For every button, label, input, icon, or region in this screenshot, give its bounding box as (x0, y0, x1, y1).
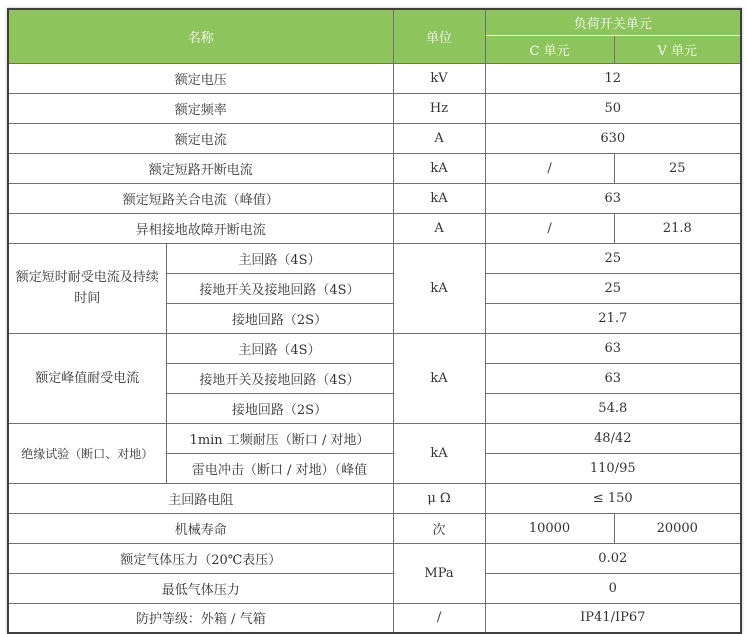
mechanical-life-unit: 次 (393, 513, 485, 543)
short-time-withstand-sub-label-1: 主回路（4S） (166, 243, 393, 273)
mechanical-life-v-value: 20000 (614, 513, 741, 543)
protection-grade-label: 防护等级：外箱 / 气箱 (8, 603, 393, 633)
peak-withstand-value-3: 54.8 (485, 393, 741, 423)
short-time-withstand-sub-label-2: 接地开关及接地回路（4S） (166, 273, 393, 303)
table-body (8, 63, 741, 633)
earth-fault-breaking-label: 异相接地故障开断电流 (8, 213, 393, 243)
insulation-test-value-2: 110/95 (485, 453, 741, 483)
rated-voltage-value: 12 (485, 63, 741, 93)
rated-gas-pressure-label: 额定气体压力（20℃表压） (8, 543, 393, 573)
short-time-withstand-unit: kA (393, 243, 485, 333)
peak-withstand-group-label: 额定峰值耐受电流 (8, 333, 166, 423)
row-short-time-withstand-1 (8, 243, 741, 273)
rated-frequency-label: 额定频率 (8, 93, 393, 123)
header-name-cell: 名称 (8, 9, 393, 63)
rated-gas-pressure-value: 0.02 (485, 543, 741, 573)
short-time-withstand-group-label: 额定短时耐受电流及持续时间 (8, 243, 166, 333)
row-earth-fault-breaking (8, 213, 741, 243)
short-circuit-breaking-c-value: / (485, 153, 614, 183)
row-protection-grade (8, 603, 741, 633)
table-header (8, 9, 741, 63)
row-insulation-test-1 (8, 423, 741, 453)
rated-current-label: 额定电流 (8, 123, 393, 153)
rated-voltage-unit: kV (393, 63, 485, 93)
min-gas-pressure-value: 0 (485, 573, 741, 603)
peak-withstand-sub-label-2: 接地开关及接地回路（4S） (166, 363, 393, 393)
short-circuit-breaking-v-value: 25 (614, 153, 741, 183)
short-circuit-breaking-label: 额定短路开断电流 (8, 153, 393, 183)
short-circuit-making-unit: kA (393, 183, 485, 213)
insulation-test-sub-label-1: 1min 工频耐压（断口 / 对地） (166, 423, 393, 453)
peak-withstand-unit: kA (393, 333, 485, 423)
min-gas-pressure-label: 最低气体压力 (8, 573, 393, 603)
rated-current-unit: A (393, 123, 485, 153)
mechanical-life-c-value: 10000 (485, 513, 614, 543)
header-c-unit-cell: C 单元 (485, 35, 614, 63)
header-unit-cell: 单位 (393, 9, 485, 63)
short-circuit-breaking-unit: kA (393, 153, 485, 183)
peak-withstand-sub-label-1: 主回路（4S） (166, 333, 393, 363)
gas-pressure-unit: MPa (393, 543, 485, 603)
earth-fault-breaking-c-value: / (485, 213, 614, 243)
rated-voltage-label: 额定电压 (8, 63, 393, 93)
spec-table (7, 8, 742, 634)
rated-frequency-value: 50 (485, 93, 741, 123)
row-short-circuit-making (8, 183, 741, 213)
short-time-withstand-sub-label-3: 接地回路（2S） (166, 303, 393, 333)
main-circuit-resistance-value: ≤ 150 (485, 483, 741, 513)
row-main-circuit-resistance (8, 483, 741, 513)
short-time-withstand-value-1: 25 (485, 243, 741, 273)
header-v-unit-cell: V 单元 (614, 35, 741, 63)
protection-grade-value: IP41/IP67 (485, 603, 741, 633)
insulation-test-unit: kA (393, 423, 485, 483)
rated-current-value: 630 (485, 123, 741, 153)
peak-withstand-sub-label-3: 接地回路（2S） (166, 393, 393, 423)
row-mechanical-life (8, 513, 741, 543)
row-rated-gas-pressure (8, 543, 741, 573)
short-circuit-making-label: 额定短路关合电流（峰值） (8, 183, 393, 213)
peak-withstand-value-2: 63 (485, 363, 741, 393)
earth-fault-breaking-v-value: 21.8 (614, 213, 741, 243)
header-row-1 (8, 9, 741, 35)
short-circuit-making-value: 63 (485, 183, 741, 213)
row-rated-current (8, 123, 741, 153)
insulation-test-value-1: 48/42 (485, 423, 741, 453)
insulation-test-group-label: 绝缘试验（断口、对地） (8, 423, 166, 483)
main-circuit-resistance-label: 主回路电阻 (8, 483, 393, 513)
rated-frequency-unit: Hz (393, 93, 485, 123)
main-circuit-resistance-unit: μ Ω (393, 483, 485, 513)
row-short-circuit-breaking (8, 153, 741, 183)
header-load-switch-group-cell: 负荷开关单元 (485, 9, 741, 35)
earth-fault-breaking-unit: A (393, 213, 485, 243)
row-peak-withstand-1 (8, 333, 741, 363)
short-time-withstand-value-3: 21.7 (485, 303, 741, 333)
insulation-test-sub-label-2: 雷电冲击（断口 / 对地）（峰值 (166, 453, 393, 483)
row-rated-frequency (8, 93, 741, 123)
short-time-withstand-value-2: 25 (485, 273, 741, 303)
mechanical-life-label: 机械寿命 (8, 513, 393, 543)
row-rated-voltage (8, 63, 741, 93)
row-min-gas-pressure (8, 573, 741, 603)
protection-grade-unit: / (393, 603, 485, 633)
peak-withstand-value-1: 63 (485, 333, 741, 363)
